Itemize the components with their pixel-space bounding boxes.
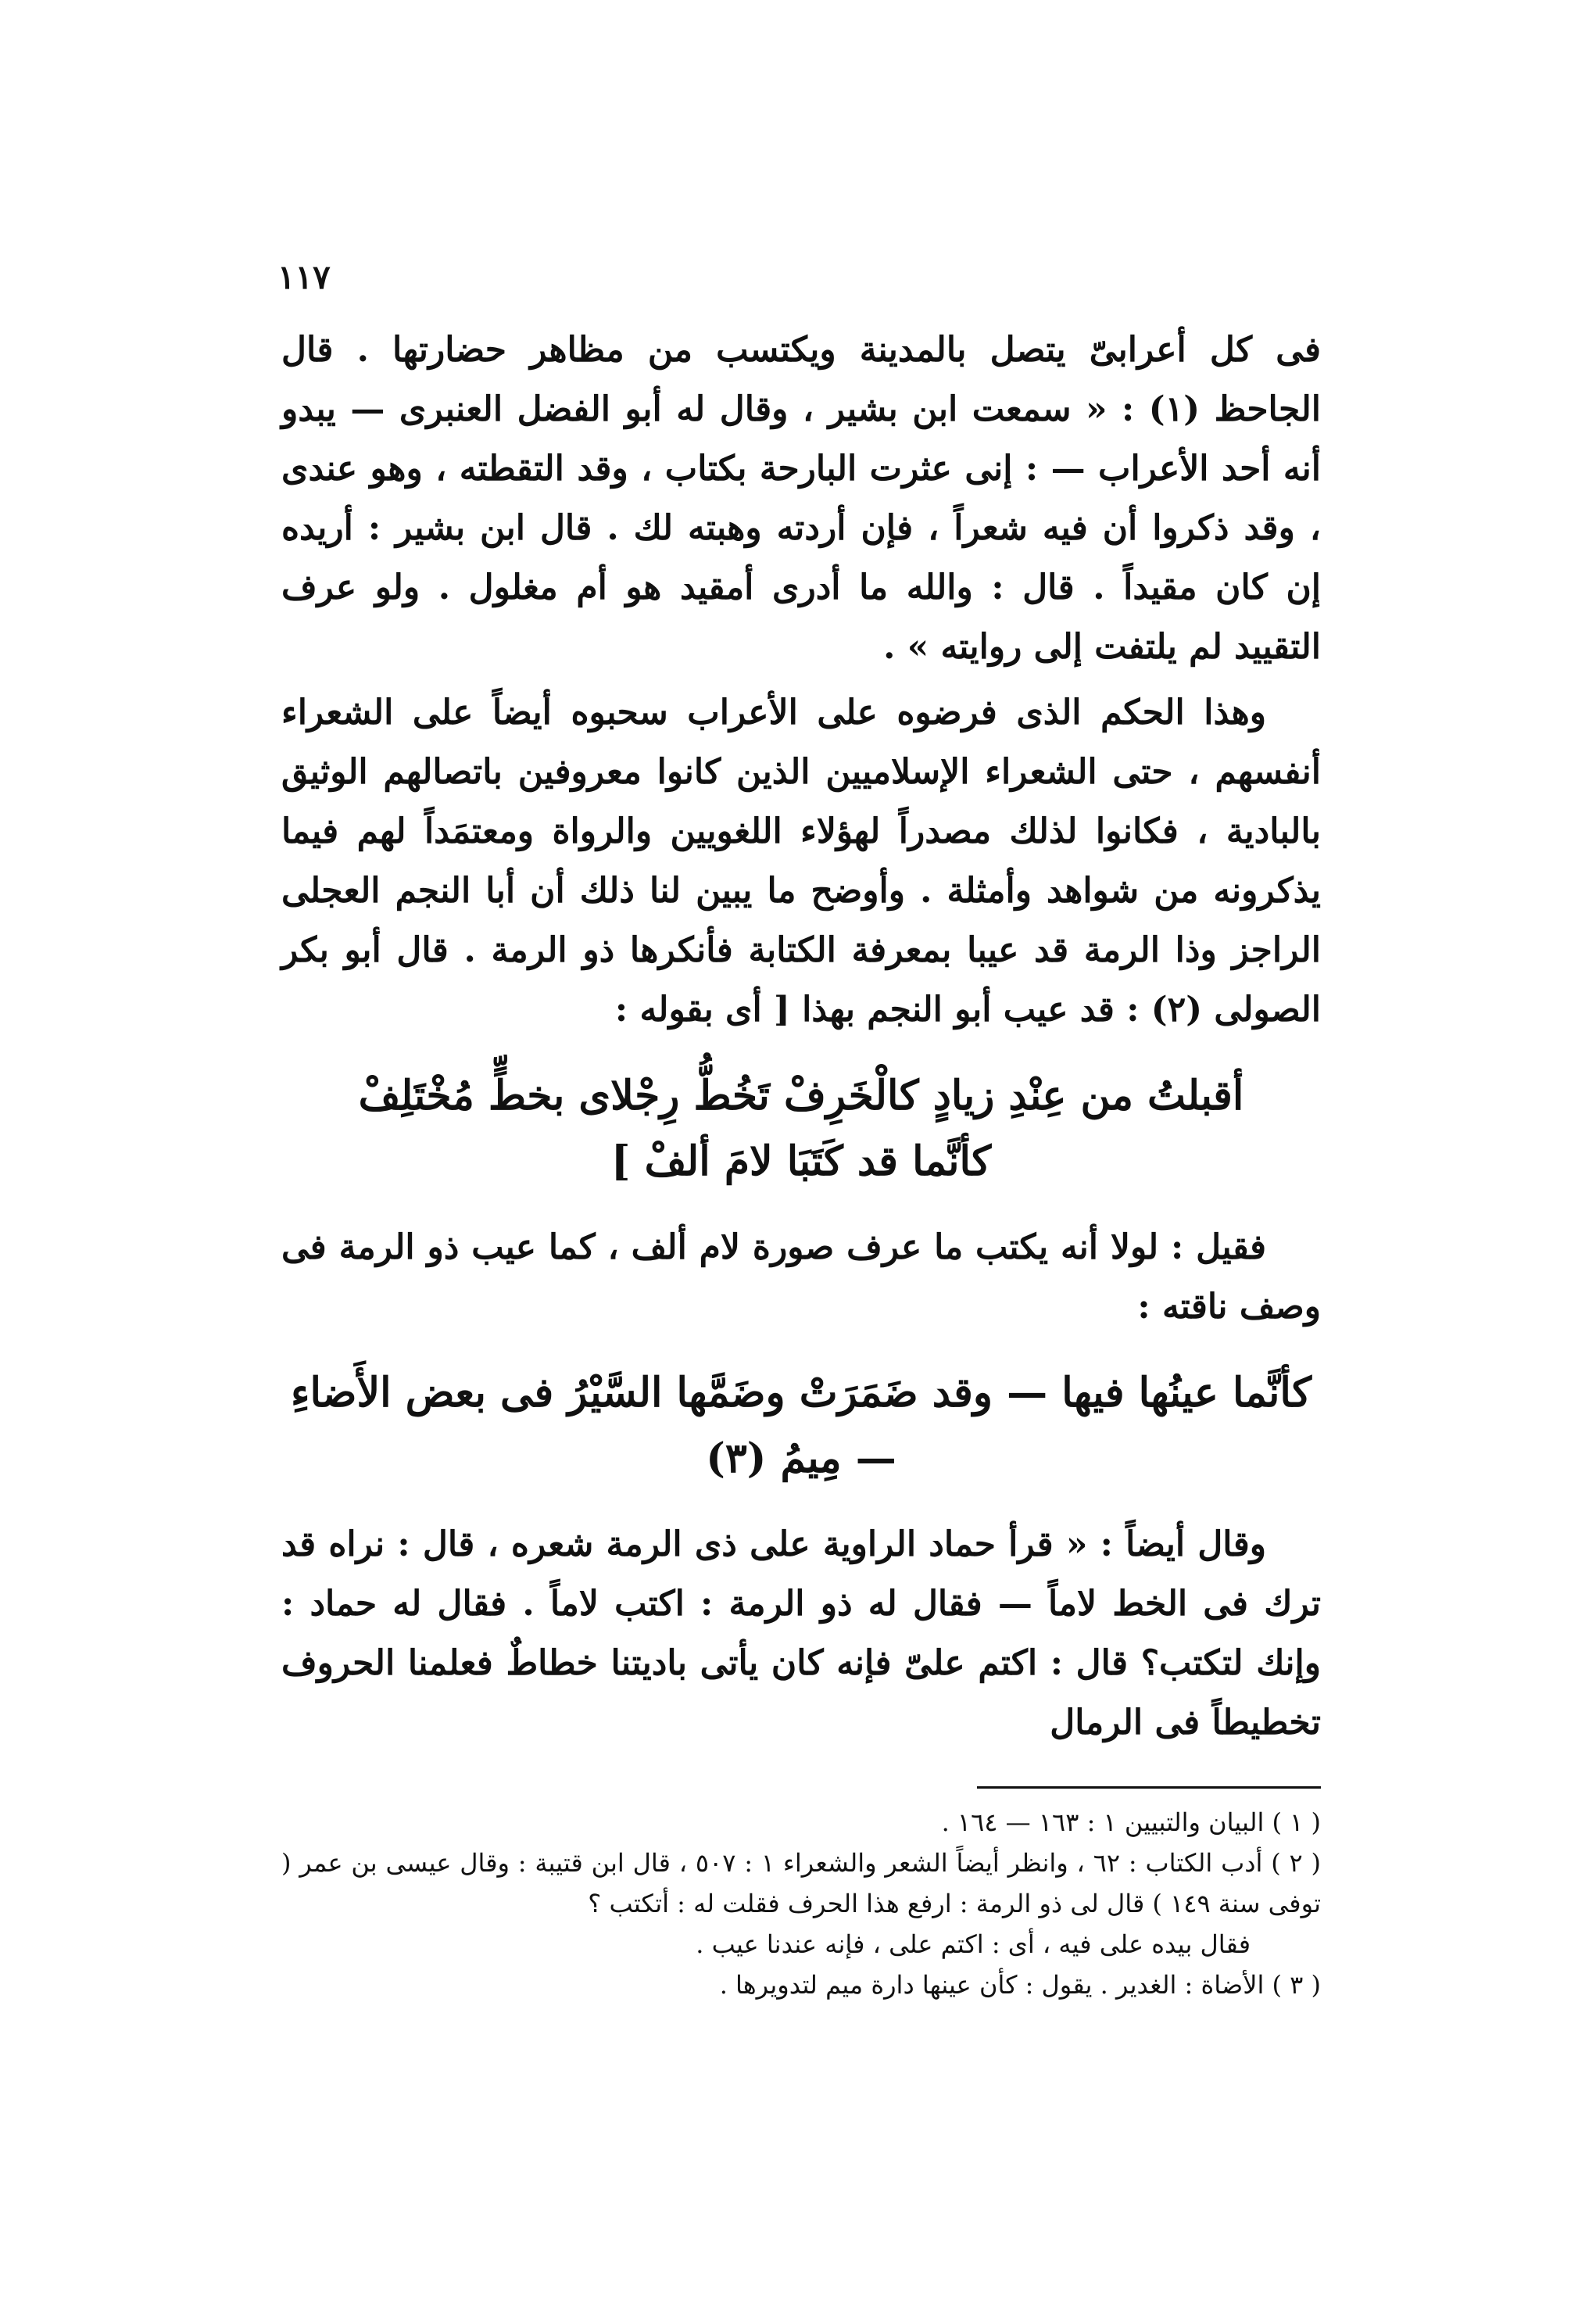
footnote-divider — [977, 1786, 1321, 1789]
page-number: ١١٧ — [277, 258, 331, 296]
footnote-2: ( ٢ ) أدب الكتاب : ٦٢ ، وانظر أيضاً الشعر والشعراء ١ : ٥٠٧ ، قال ابن قتيبة : وقال عيسى بن عمر ( توفى سنة ١٤٩ ) قال لى ذو الرمة : ارفع هذا الحرف فقلت له : أتكتب ؟ — [281, 1848, 1322, 1918]
footnote-3: ( ٣ ) الأضاة : الغدير . يقول : كأن عينها دارة ميم لتدويرها . — [719, 1970, 1321, 2000]
verse-block-1 — [281, 1063, 1321, 1194]
paragraph-4: وقال أيضاً : « قرأ حماد الراوية على ذى الرمة شعره ، قال : نراه قد ترك فى الخط لاماً — فقال له ذو الرمة : اكتب لاماً . فقال له حماد : وإنك لتكتب؟ قال : اكتم علىّ فإنه كان يأتى باديتنا خطاطٌ فعلمنا الحروف تخطيطاً فى الرمال — [281, 1524, 1321, 1742]
paragraph-1: فى كل أعرابىّ يتصل بالمدينة ويكتسب من مظاهر حضارتها . قال الجاحظ (١) : « سمعت ابن بشير ، وقال له أبو الفضل العنبرى — يبدو أنه أحد الأعراب — : إنى عثرت البارحة بكتاب ، وقد التقطته ، وهو عندى ، وقد ذكروا أن فيه شعراً ، فإن أردته وهبته لك . قال ابن بشير : أريده إن كان مقيداً . قال : والله ما أدرى أمقيد هو أم مغلول . ولو عرف التقييد لم يلتفت إلى روايته » . — [281, 330, 1322, 667]
paragraph-3: فقيل : لولا أنه يكتب ما عرف صورة لام ألف ، كما عيب ذو الرمة فى وصف ناقته : — [281, 1227, 1321, 1327]
verse-1-line-1: أقبلتُ من عِنْدِ زيادٍ كالْخَرِفْ تَخُطُّ رِجْلاى بخطٍّ مُخْتَلِفْ — [358, 1072, 1244, 1119]
main-text — [281, 321, 1321, 1759]
verse-1-line-2: كأنَّما قد كَتَبَا لامَ ألفْ ] — [610, 1137, 992, 1185]
footnote-2-continuation: فقال بيده على فيه ، أى : اكتم على ، فإنه عندنا عيب . — [696, 1929, 1251, 1959]
footnote-1: ( ١ ) البيان والتبيين ١ : ١٦٣ — ١٦٤ . — [941, 1807, 1321, 1837]
paragraph-2: وهذا الحكم الذى فرضوه على الأعراب سحبوه أيضاً على الشعراء أنفسهم ، حتى الشعراء الإسلاميين الذين كانوا معروفين باتصالهم الوثيق بالبادية ، فكانوا لذلك مصدراً لهؤلاء اللغويين والرواة ومعتمَداً لهم فيما يذكرونه من شواهد وأمثلة . وأوضح ما يبين لنا ذلك أن أبا النجم العجلى الراجز وذا الرمة قد عيبا بمعرفة الكتابة فأنكرها ذو الرمة . قال أبو بكر الصولى (٢) : قد عيب أبو النجم بهذا [ أى بقوله : — [281, 693, 1321, 1030]
footnotes — [281, 1802, 1321, 2005]
verse-block-2 — [281, 1360, 1321, 1492]
verse-2-line-1: كأنَّما عينُها فيها — وقد ضَمَرَتْ وضَمَّها السَّيْرُ فى بعض الأَضاءِ — مِيمُ (٣) — [291, 1369, 1312, 1482]
